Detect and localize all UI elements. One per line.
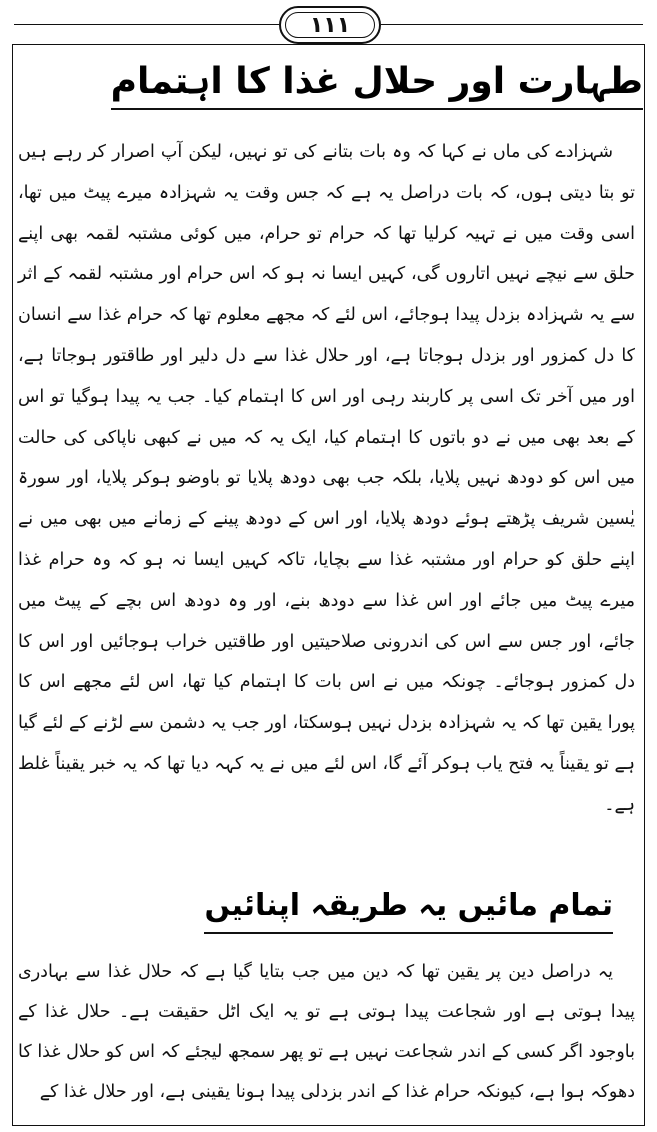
page-number: ۱۱۱ [285,12,375,38]
page-number-capsule [279,6,381,44]
header-rule-left [14,24,279,25]
section-heading-all-mothers [204,886,613,926]
page-number-header [0,4,657,46]
section-body-1 [18,132,635,872]
section-heading-purity-halal-food [111,60,643,104]
header-rule-right [381,24,643,25]
heading-underline [204,932,613,934]
paragraph: شہزادے کی ماں نے کہا کہ وہ بات بتانے کی تو نہیں، لیکن آپ اصرار کر رہے ہیں تو بتا دیتی ہوں، کہ بات دراصل یہ ہے کہ جس وقت یہ شہزادہ میرے پیٹ میں تھا، اسی وقت میں نے تہیہ کرلیا تھا کہ حرام تو حرام، میں کوئی مشتبہ لقمہ بھی اپنے حلق سے نیچے نہیں اتاروں گی، کہیں ایسا نہ ہو کہ اس حرام اور مشتبہ لقمہ کے اثر سے یہ شہزادہ بزدل پیدا ہوجائے، اس لئے کہ مجھے معلوم تھا کہ حرام غذا سے انسان کا دل کمزور اور بزدل ہوجاتا ہے، اور حلال غذا سے دل دلیر اور طاقتور ہوجاتا ہے، اور میں آخر تک اسی پر کاربند رہی اور اس کا اہتمام کیا۔ جب یہ پیدا ہوگیا تو اس کے بعد بھی میں نے دو باتوں کا اہتمام کیا، ایک یہ کہ میں نے کبھی ناپاکی کی حالت میں اس کو دودھ نہیں پلایا، بلکہ جب بھی دودھ پلایا تو باوضو ہوکر پلایا، اور سورۃ یٰسین شریف پڑھتے ہوئے دودھ پلایا، اور اس کے دودھ پینے کے زمانے میں بھی میں نے اپنے حلق کو حرام اور مشتبہ غذا سے بچایا، تاکہ کہیں ایسا نہ ہو کہ وہ حرام غذا میرے پیٹ میں جائے اور اس غذا سے دودھ بنے، اور وہ دودھ اس بچے کے پیٹ میں جائے، اور جس سے اس کی اندرونی صلاحیتیں اور طاقتیں خراب ہوجائیں اور اس کا دل کمزور ہوجائے۔ چونکہ میں نے اس بات کا اہتمام کیا تھا، اس لئے مجھے اس کا پورا یقین تھا کہ یہ شہزادہ بزدل نہیں ہوسکتا، اور جب یہ دشمن سے لڑنے کے لئے گیا ہے تو یقیناً یہ فتح یاب ہوکر آئے گا، اس لئے میں نے یہ کہہ دیا تھا کہ یہ خبر یقیناً غلط ہے۔ [18,142,635,815]
section-heading-text: تمام مائیں یہ طریقہ اپنائیں [204,888,613,923]
section-body-2 [18,952,635,1122]
section-heading-text: طہارت اور حلال غذا کا اہتمام [110,61,643,102]
paragraph: یہ دراصل دین پر یقین تھا کہ دین میں جب بتایا گیا ہے کہ حلال غذا سے بہادری پیدا ہوتی ہے اور شجاعت پیدا ہوتی ہے تو یہ ایک اٹل حقیقت ہے۔ حلال غذا کے باوجود اگر کسی کے اندر شجاعت نہیں ہے تو پھر سمجھ لیجئے کہ اس کو حلال غذا کا دھوکہ ہوا ہے، کیونکہ حرام غذا کے اندر بزدلی پیدا ہونا یقینی ہے، اور حلال غذا کے [18,962,635,1102]
heading-underline [111,108,643,110]
